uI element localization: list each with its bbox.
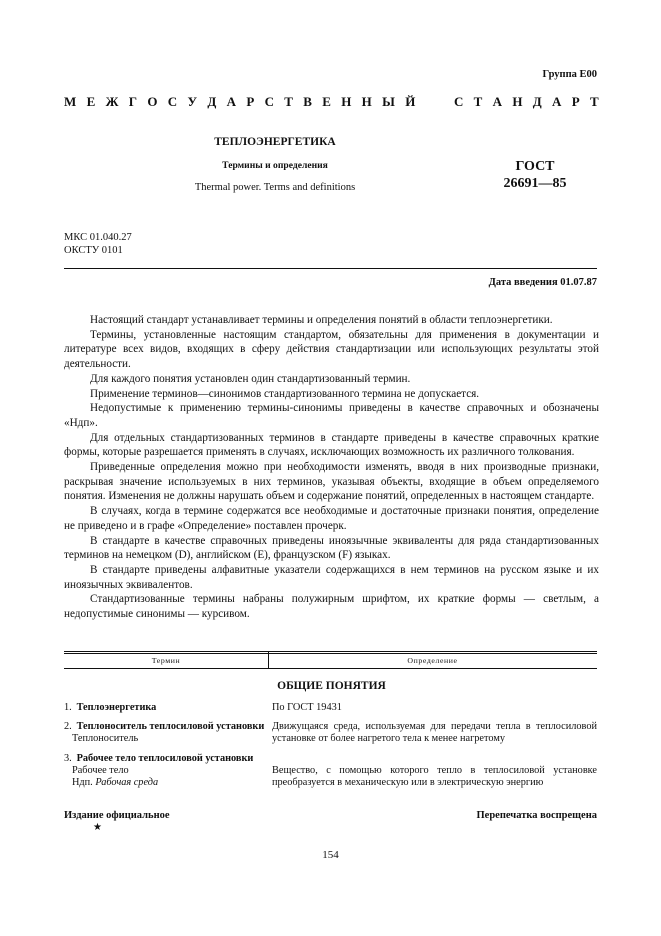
edition-note: Издание официальное	[64, 810, 170, 821]
banner-letter: Й	[405, 94, 416, 109]
banner-letter: Н	[341, 94, 352, 109]
banner-letter: Т	[473, 94, 483, 109]
banner-letter: А	[552, 94, 562, 109]
banner-letter: О	[147, 94, 158, 109]
banner-letter: В	[303, 94, 312, 109]
banner-letter: Ы	[382, 94, 395, 109]
banner-letter: С	[167, 94, 178, 109]
term-number: 3.	[64, 752, 72, 764]
paragraph: Стандартизованные термины набраны полужирным шрифтом, их краткие формы — светлым, а недопустимые синонимы — курсивом.	[64, 593, 599, 621]
paragraph: Термины, установленные настоящим стандартом, обязательны для применения в документации и литературе всех видов, входящих в сферу действия стандартизации или использующих результаты этой деятельности.	[64, 328, 599, 371]
paragraph: Для каждого понятия установлен один стандартизованный термин.	[90, 372, 411, 385]
table-top-rule-double	[64, 653, 597, 654]
paragraph: Настоящий стандарт устанавливает термины и определения понятий в области теплоэнергетики.	[90, 314, 553, 326]
banner-letter: Т	[590, 94, 599, 109]
banner-letter: С	[264, 94, 274, 109]
term-short-form: Рабочее тело	[72, 764, 129, 776]
banner-letter: Н	[512, 94, 523, 109]
banner-letter: С	[453, 94, 464, 109]
table-header-rule	[64, 668, 597, 669]
term-row	[64, 702, 270, 714]
definition-cell: Движущаяся среда, используемая для передачи тепла в теплосиловой установке от более нагретого тела к менее нагретому	[272, 721, 597, 745]
term-name: Теплоноситель теплосиловой установки	[76, 721, 265, 733]
gost-number: 26691—85	[503, 176, 567, 191]
term-number: 2.	[64, 721, 72, 733]
banner-letter: Ж	[105, 94, 119, 109]
paragraph: В стандарте приведены алфавитные указатели содержащихся в нем терминов на русском языке и их иноязычных эквивалентов.	[64, 563, 599, 591]
term-row	[64, 753, 270, 790]
banner-letter: У	[187, 94, 198, 109]
document-title: ТЕПЛОЭНЕРГЕТИКА	[214, 136, 336, 148]
banner-letter: Г	[128, 94, 138, 109]
gost-designation	[480, 158, 590, 192]
gost-label: ГОСТ	[515, 159, 555, 174]
definitions-column	[272, 702, 597, 796]
ndp-synonym: Рабочая среда	[95, 777, 159, 789]
term-short-form: Теплоноситель	[72, 733, 139, 745]
column-header-definition: Определение	[407, 656, 458, 665]
banner-letter: Н	[361, 94, 372, 109]
paragraph: В случаях, когда в термине содержатся все необходимые и достаточные признаки понятия, определение не приведено и в графе «Определение» поставлен прочерк.	[64, 505, 599, 532]
paragraph: Для отдельных стандартизованных терминов в стандарте приведены в качестве справочных краткие формы, которые разрешается применять в случаях, исключающих возможность их различного толкования.	[64, 431, 599, 459]
page-number: 154	[322, 849, 339, 861]
standard-banner	[64, 94, 599, 110]
section-heading: ОБЩИЕ ПОНЯТИЯ	[277, 680, 386, 692]
paragraph: Недопустимые к применению термины-синонимы приведены в качестве справочных и обозначены «Ндп».	[64, 402, 599, 429]
term-number: 1.	[64, 702, 72, 713]
column-header-term: Термин	[151, 656, 181, 665]
banner-letter: Р	[571, 94, 580, 109]
paragraph: В стандарте в качестве справочных приведены иноязычные эквиваленты для ряда стандартизованных терминов на немецком (D), английском (E), французском (F) языках.	[64, 534, 599, 562]
okstu-code: ОКСТУ 0101	[64, 244, 123, 256]
mks-code: МКС 01.040.27	[64, 232, 132, 243]
terms-column	[64, 702, 270, 796]
banner-letter: Р	[246, 94, 255, 109]
effective-date	[489, 277, 597, 288]
date-label: Дата введения	[488, 277, 558, 288]
banner-letter: М	[64, 94, 77, 109]
term-name: Рабочее тело теплосиловой установки	[76, 752, 254, 764]
reprint-note: Перепечатка воспрещена	[476, 810, 597, 821]
paragraph: Применение терминов—синонимов стандартизованного термина не допускается.	[90, 387, 480, 400]
star-icon: ★	[93, 822, 102, 833]
banner-letter: А	[492, 94, 503, 109]
document-subtitle: Термины и определения	[222, 160, 328, 171]
introduction-text	[64, 313, 599, 622]
ndp-label: Ндп.	[72, 777, 93, 789]
banner-letter: Т	[284, 94, 293, 109]
header-rule	[64, 268, 597, 269]
group-code: Группа Е00	[542, 69, 597, 80]
paragraph: Приведенные определения можно при необходимости изменять, вводя в них производные признаки, раскрывая значение используемых в них терминов, указывая объекты, входящие в объем определяемого понятия. Изменения не должны нарушать объем и содержание понятий, определенных в настоящем стандарте.	[64, 461, 599, 503]
banner-letter: Д	[207, 94, 217, 109]
banner-letter: А	[226, 94, 236, 109]
term-ndp	[64, 777, 270, 789]
table-top-rule	[64, 651, 597, 652]
english-title: Thermal power. Terms and definitions	[194, 182, 356, 193]
banner-letter: Д	[532, 94, 542, 109]
banner-letter: Е	[322, 94, 331, 109]
term-row	[64, 721, 270, 745]
definition-cell: Вещество, с помощью которого тепло в теплосиловой установке преобразуется в механическую или в электрическую энергию	[272, 764, 597, 788]
classification-codes	[64, 232, 132, 257]
date-value: 01.07.87	[560, 277, 597, 288]
banner-letter: Е	[86, 94, 96, 109]
definition-cell: По ГОСТ 19431	[272, 702, 342, 713]
term-name: Теплоэнергетика	[76, 702, 157, 713]
banner-gap	[426, 94, 444, 110]
